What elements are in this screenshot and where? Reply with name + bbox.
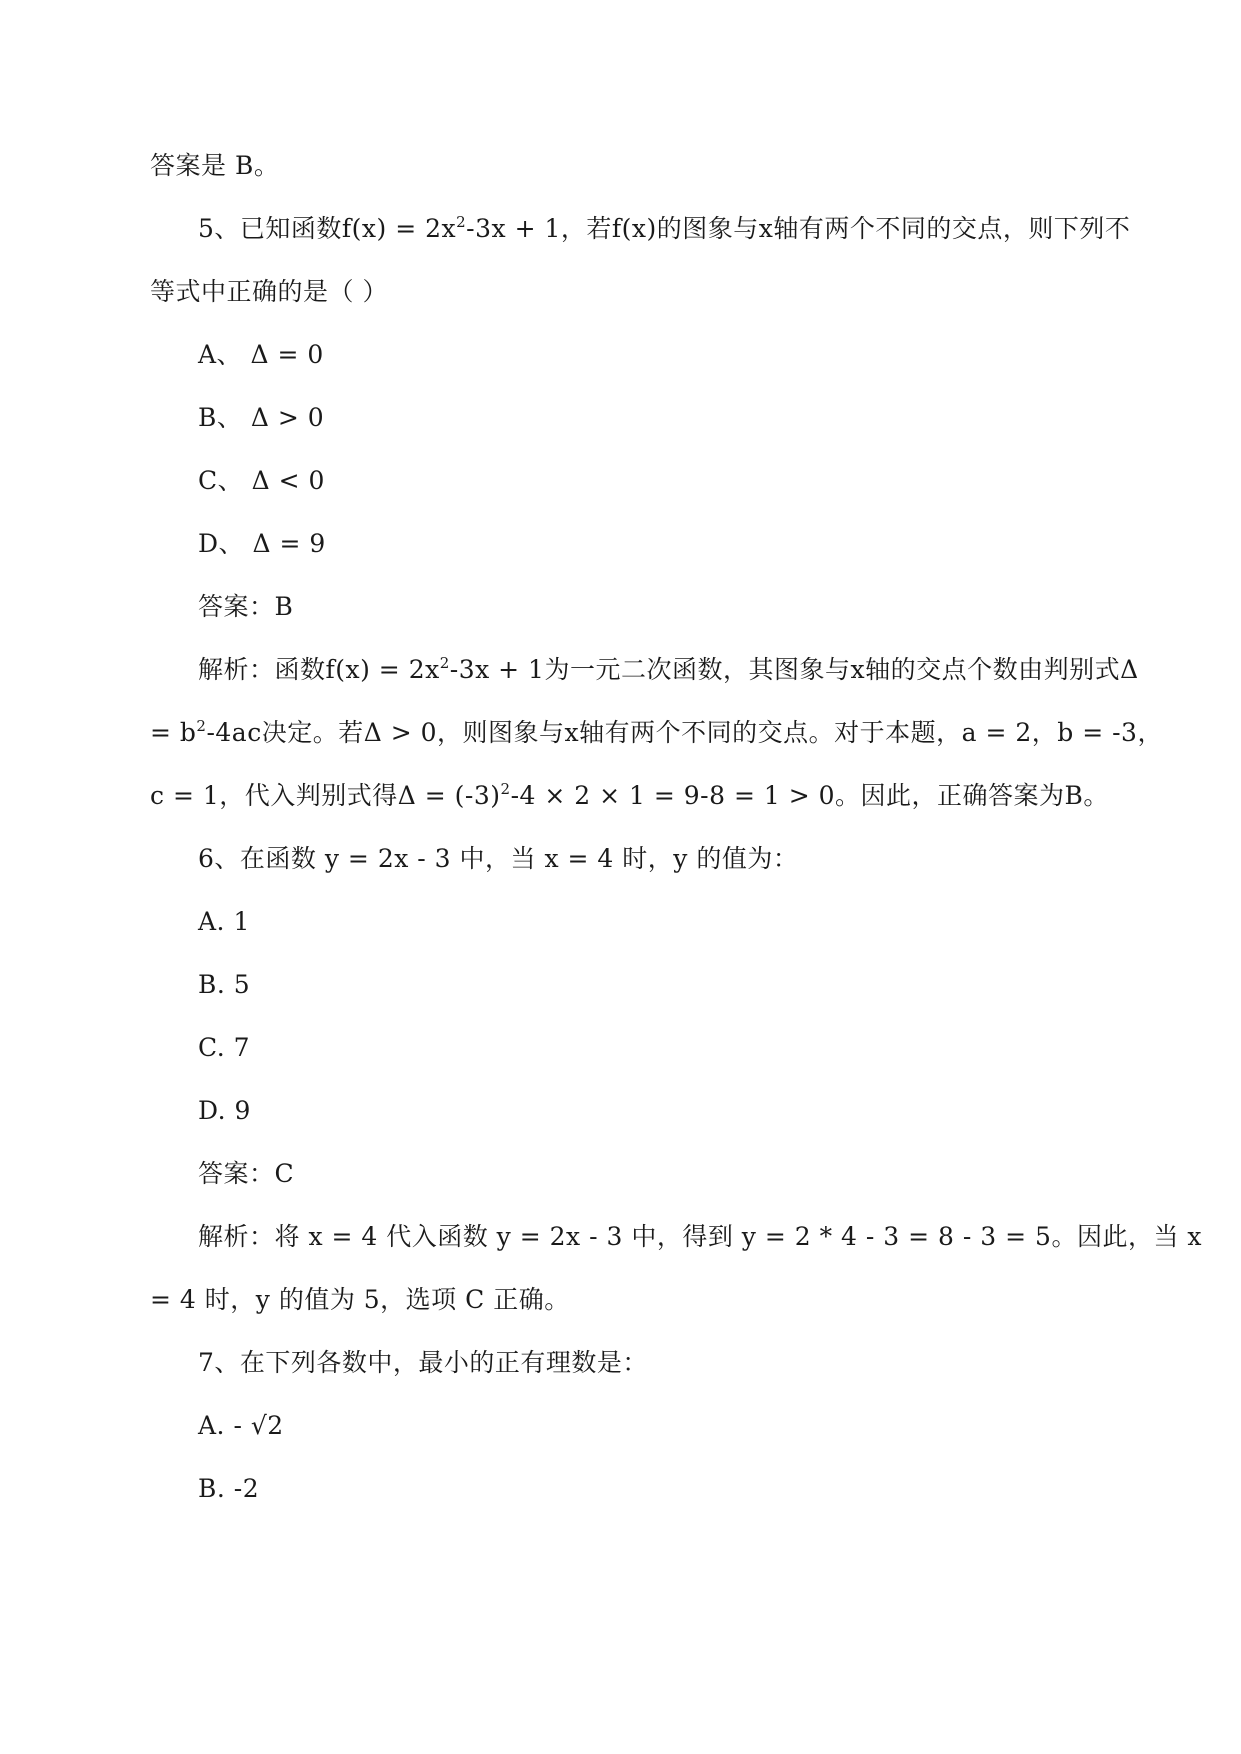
question-5-explanation-line-1: 解析：函数$f(x) = 2x^2-3x + 1$为一元二次函数，其图象与x轴的交点个数由判别式Δ [198, 654, 1139, 684]
question-5-explanation-line-3: c = 1，代入判别式得$\Delta = (-3)^2-4 \times 2 \times 1 = 9-8 = 1 > 0$。因此，正确答案为B。 [150, 780, 1109, 810]
question-5-explanation-line-2: = $b^2-4ac$决定。若Δ > 0，则图象与x轴有两个不同的交点。对于本题，a = 2，b = -3， [150, 717, 1163, 747]
exponent: 2 [500, 780, 511, 798]
exponent: 2 [196, 717, 207, 735]
question-5-stem-line-1: 5、已知函数$f(x) = 2x^2-3x + 1$，若f(x)的图象与x轴有两个不同的交点，则下列不 [198, 213, 1131, 243]
question-5-option-c: C、 Δ < 0 [198, 466, 325, 495]
question-5-option-b: B、 Δ > 0 [198, 403, 325, 432]
exponent: 2 [456, 213, 467, 231]
question-6-answer: 答案：C [198, 1159, 295, 1188]
question-7-stem: 7、在下列各数中，最小的正有理数是： [198, 1348, 648, 1377]
question-6-option-b: B. 5 [198, 970, 251, 999]
prev-answer-line: 答案是 B。 [150, 151, 280, 180]
exponent: 2 [439, 654, 450, 672]
question-5-answer: 答案：B [198, 592, 294, 621]
question-6-explanation-line-2: = 4 时，y 的值为 5，选项 C 正确。 [150, 1285, 570, 1314]
question-5-option-a: A、 Δ = 0 [198, 340, 324, 369]
question-7-option-a: A. - √2 [198, 1411, 284, 1440]
question-5-stem-line-2: 等式中正确的是（ ） [150, 277, 388, 306]
question-5-option-d: D、 Δ = 9 [198, 529, 326, 558]
question-6-option-c: C. 7 [198, 1033, 251, 1062]
question-6-option-d: D. 9 [198, 1096, 251, 1125]
question-7-option-b: B. -2 [198, 1474, 260, 1503]
question-6-option-a: A. 1 [198, 907, 250, 936]
question-6-explanation-line-1: 解析：将 x = 4 代入函数 y = 2x - 3 中，得到 y = 2 * 4 - 3 = 8 - 3 = 5。因此，当 x [198, 1222, 1202, 1251]
question-6-stem: 6、在函数 y = 2x - 3 中，当 x = 4 时，y 的值为： [198, 844, 799, 873]
